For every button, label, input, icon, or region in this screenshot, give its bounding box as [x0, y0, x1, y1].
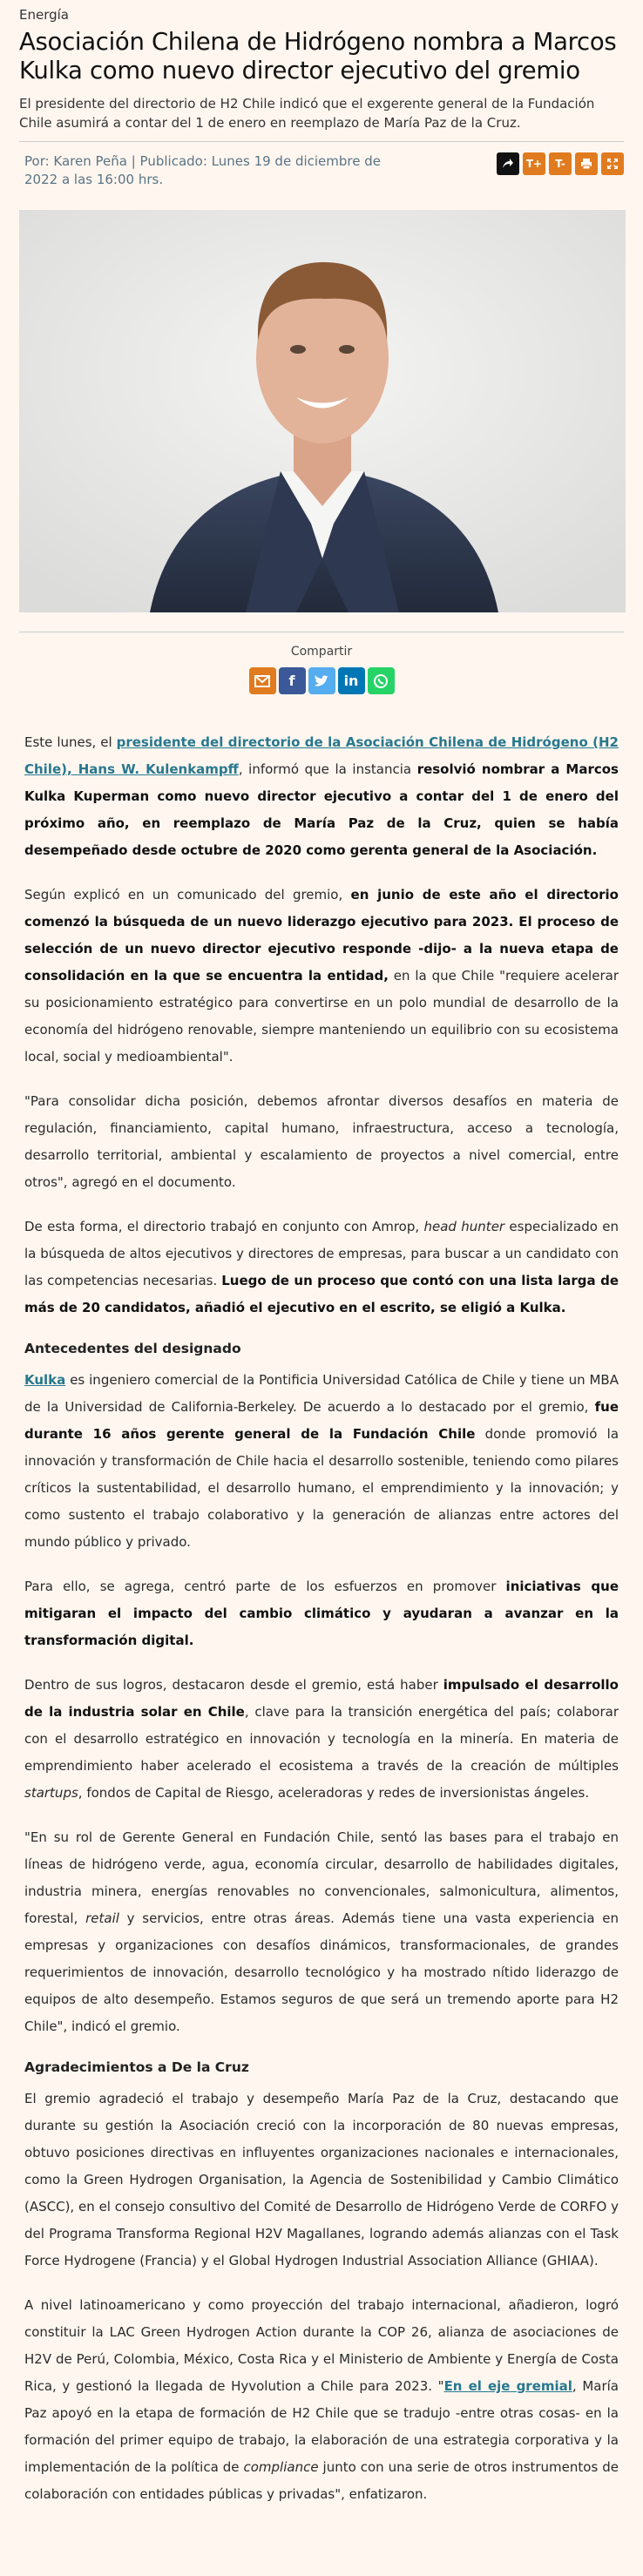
italic-text: compliance	[243, 2459, 319, 2475]
paragraph	[24, 882, 619, 1071]
paragraph	[24, 1573, 619, 1654]
text: en la que Chile "requiere acelerar su posicionamiento estratégico para convertirse en un polo mundial de desarrollo de la economía del hidrógeno renovable, siempre manteniendo un equilibrio con su ecosistema local, social y medioambiental".	[24, 968, 619, 1065]
expand-icon[interactable]	[601, 152, 624, 175]
italic-text: head hunter	[423, 1219, 505, 1234]
text: es ingeniero comercial de la Pontificia Universidad Católica de Chile y tiene un MBA de la Universidad de California-Berkeley. De acuerdo a lo destacado por el gremio,	[24, 1372, 619, 1415]
byline: Por: Karen Peña | Publicado: Lunes 19 de diciembre de 2022 a las 16:00 hrs.	[24, 153, 381, 187]
text: , fondos de Capital de Riesgo, aceleradoras y redes de inversionistas ángeles.	[78, 1785, 590, 1801]
text: especializado en la búsqueda de altos ejecutivos y directores de empresas, para buscar a un candidato con las competencias necesarias.	[24, 1219, 619, 1288]
text: y servicios, entre otras áreas. Además tiene una vasta experiencia en empresas y organizaciones con desafíos dinámicos, transformacionales, de grandes requerimientos de innovación, desarrollo tecnológico y ha mostrado nítido liderazgo de equipos de alto desempeño. Estamos seguros de que será un tremendo aporte para H2 Chile", indicó el gremio.	[24, 1910, 619, 2034]
linkedin-share-icon[interactable]: in	[338, 667, 365, 694]
text: , informó que la instancia	[238, 761, 417, 777]
text: Según explicó en un comunicado del gremio,	[24, 887, 351, 903]
font-decrease-button[interactable]: T-	[549, 152, 572, 175]
text: "En su rol de Gerente General en Fundación Chile, sentó las bases para el trabajo en líneas de hidrógeno verde, agua, economía circular, desarrollo de habilidades digitales, industria minera, energías renovables no convencionales, salmonicultura, alimentos, forestal,	[24, 1829, 619, 1926]
whatsapp-share-icon[interactable]	[368, 667, 395, 694]
bold-text: en junio de este año el directorio comenzó la búsqueda de un nuevo liderazgo ejecutivo para 2023. El proceso de selección de un nuevo director ejecutivo responde -dijo- a la nueva etapa de consolidación en la que se encuentra la entidad,	[24, 887, 619, 984]
text: Dentro de sus logros, destacaron desde el gremio, está haber	[24, 1677, 443, 1693]
text: De esta forma, el directorio trabajó en conjunto con Amrop,	[24, 1219, 424, 1234]
paragraph	[24, 1672, 619, 1807]
meta-row	[19, 141, 624, 210]
text: Para ello, se agrega, centró parte de los esfuerzos en promover	[24, 1579, 506, 1594]
paragraph	[24, 1367, 619, 1556]
share-label: Compartir	[290, 645, 353, 659]
email-share-icon[interactable]	[249, 667, 276, 694]
paragraph	[24, 1824, 619, 2040]
text: junto con una serie de otros instrumentos de colaboración con entidades públicas y privadas", enfatizaron.	[24, 2459, 619, 2502]
section-tag[interactable]: Energía	[19, 7, 69, 23]
bold-text: fue durante 16 años gerente general de la Fundación Chile	[24, 1399, 619, 1442]
paragraph	[24, 1214, 619, 1322]
article-title: Asociación Chilena de Hidrógeno nombra a Marcos Kulka como nuevo director ejecutivo del gremio	[19, 28, 617, 85]
bold-text: Luego de un proceso que contó con una lista larga de más de 20 candidatos, añadió el ejecutivo en el escrito, se eligió a Kulka.	[24, 1273, 619, 1315]
inline-link[interactable]: Kulka	[24, 1372, 66, 1388]
font-increase-button[interactable]: T+	[523, 152, 545, 175]
share-icon[interactable]	[497, 152, 519, 175]
bold-text: resolvió nombrar a Marcos Kulka Kuperman como nuevo director ejecutivo a contar del 1 de enero del próximo año, en reemplazo de María Paz de la Cruz, quien se había desempeñado desde octubre de 2020 como gerenta general de la Asociación.	[24, 761, 619, 858]
facebook-share-icon[interactable]: f	[279, 667, 306, 694]
paragraph: "Para consolidar dicha posición, debemos afrontar diversos desafíos en materia de regulación, financiamiento, capital humano, infraestructura, acceso a tecnología, desarrollo territorial, ambiental y escalamiento de proyectos a nivel comercial, entre otros", agregó en el documento.	[24, 1093, 619, 1190]
print-icon[interactable]	[575, 152, 598, 175]
inline-link[interactable]: presidente del directorio de la Asociación Chilena de Hidrógeno (H2 Chile), Hans W. Kulenkampff	[24, 734, 619, 777]
bold-text: impulsado el desarrollo de la industria solar en Chile	[24, 1677, 619, 1720]
subheading: Antecedentes del designado	[24, 1341, 241, 1356]
article-photo	[19, 210, 626, 612]
text: donde promovió la innovación y transformación de Chile hacia el desarrollo sostenible, teniendo como pilares críticos la sustentabilidad, el desarrollo humano, el emprendimiento y la innovación; y como sustento el trabajo colaborativo y la generación de alianzas entre actores del mundo público y privado.	[24, 1426, 619, 1550]
bold-text: iniciativas que mitigaran el impacto del cambio climático y ayudaran a avanzar en la transformación digital.	[24, 1579, 619, 1648]
inline-link[interactable]: En el eje gremial	[443, 2378, 572, 2394]
text: , clave para la transición energética del país; colaborar con el desarrollo estratégico en innovación y tecnología en la minería. En materia de emprendimiento haber acelerado el ecosistema a través de la creación de múltiples	[24, 1704, 619, 1774]
paragraph	[24, 729, 619, 864]
italic-text: retail	[85, 1910, 119, 1926]
subheading: Agradecimientos a De la Cruz	[24, 2059, 249, 2075]
article-summary: El presidente del directorio de H2 Chile indicó que el exgerente general de la Fundación Chile asumirá a contar del 1 de enero en reemplazo de María Paz de la Cruz.	[19, 96, 595, 131]
text: , María Paz apoyó en la etapa de formación de H2 Chile que se tradujo -entre otras cosas- en la formación del primer equipo de trabajo, la elaboración de una estrategia corporativa y la implementación de la política de	[24, 2378, 619, 2475]
text: A nivel latinoamericano y como proyección del trabajo internacional, añadieron, logró constituir la LAC Green Hydrogen Action durante la COP 26, alianza de asociaciones de H2V de Perú, Colombia, México, Costa Rica y el Ministerio de Ambiente y Energía de Costa Rica, y gestionó la llegada de Hyvolution a Chile para 2023. "	[24, 2297, 619, 2394]
paragraph: El gremio agradeció el trabajo y desempeño María Paz de la Cruz, destacando que durante su gestión la Asociación creció con la incorporación de 80 nuevas empresas, obtuvo posiciones directivas en influyentes organizaciones nacionales e internacionales, como la Green Hydrogen Organisation, la Agencia de Sostenibilidad y Cambio Climático (ASCC), en el consejo consultivo del Comité de Desarrollo de Hidrógeno Verde de CORFO y del Programa Transforma Regional H2V Magallanes, logrando además alianzas con el Task Force Hydrogene (Francia) y el Global Hydrogen Industrial Association Alliance (GHIAA).	[24, 2091, 619, 2268]
italic-text: startups	[24, 1785, 78, 1801]
paragraph	[24, 2292, 619, 2508]
article-body	[19, 694, 624, 2508]
article-tools	[497, 152, 624, 175]
text: Este lunes, el	[24, 734, 117, 750]
share-bar	[19, 667, 624, 694]
twitter-share-icon[interactable]	[308, 667, 335, 694]
